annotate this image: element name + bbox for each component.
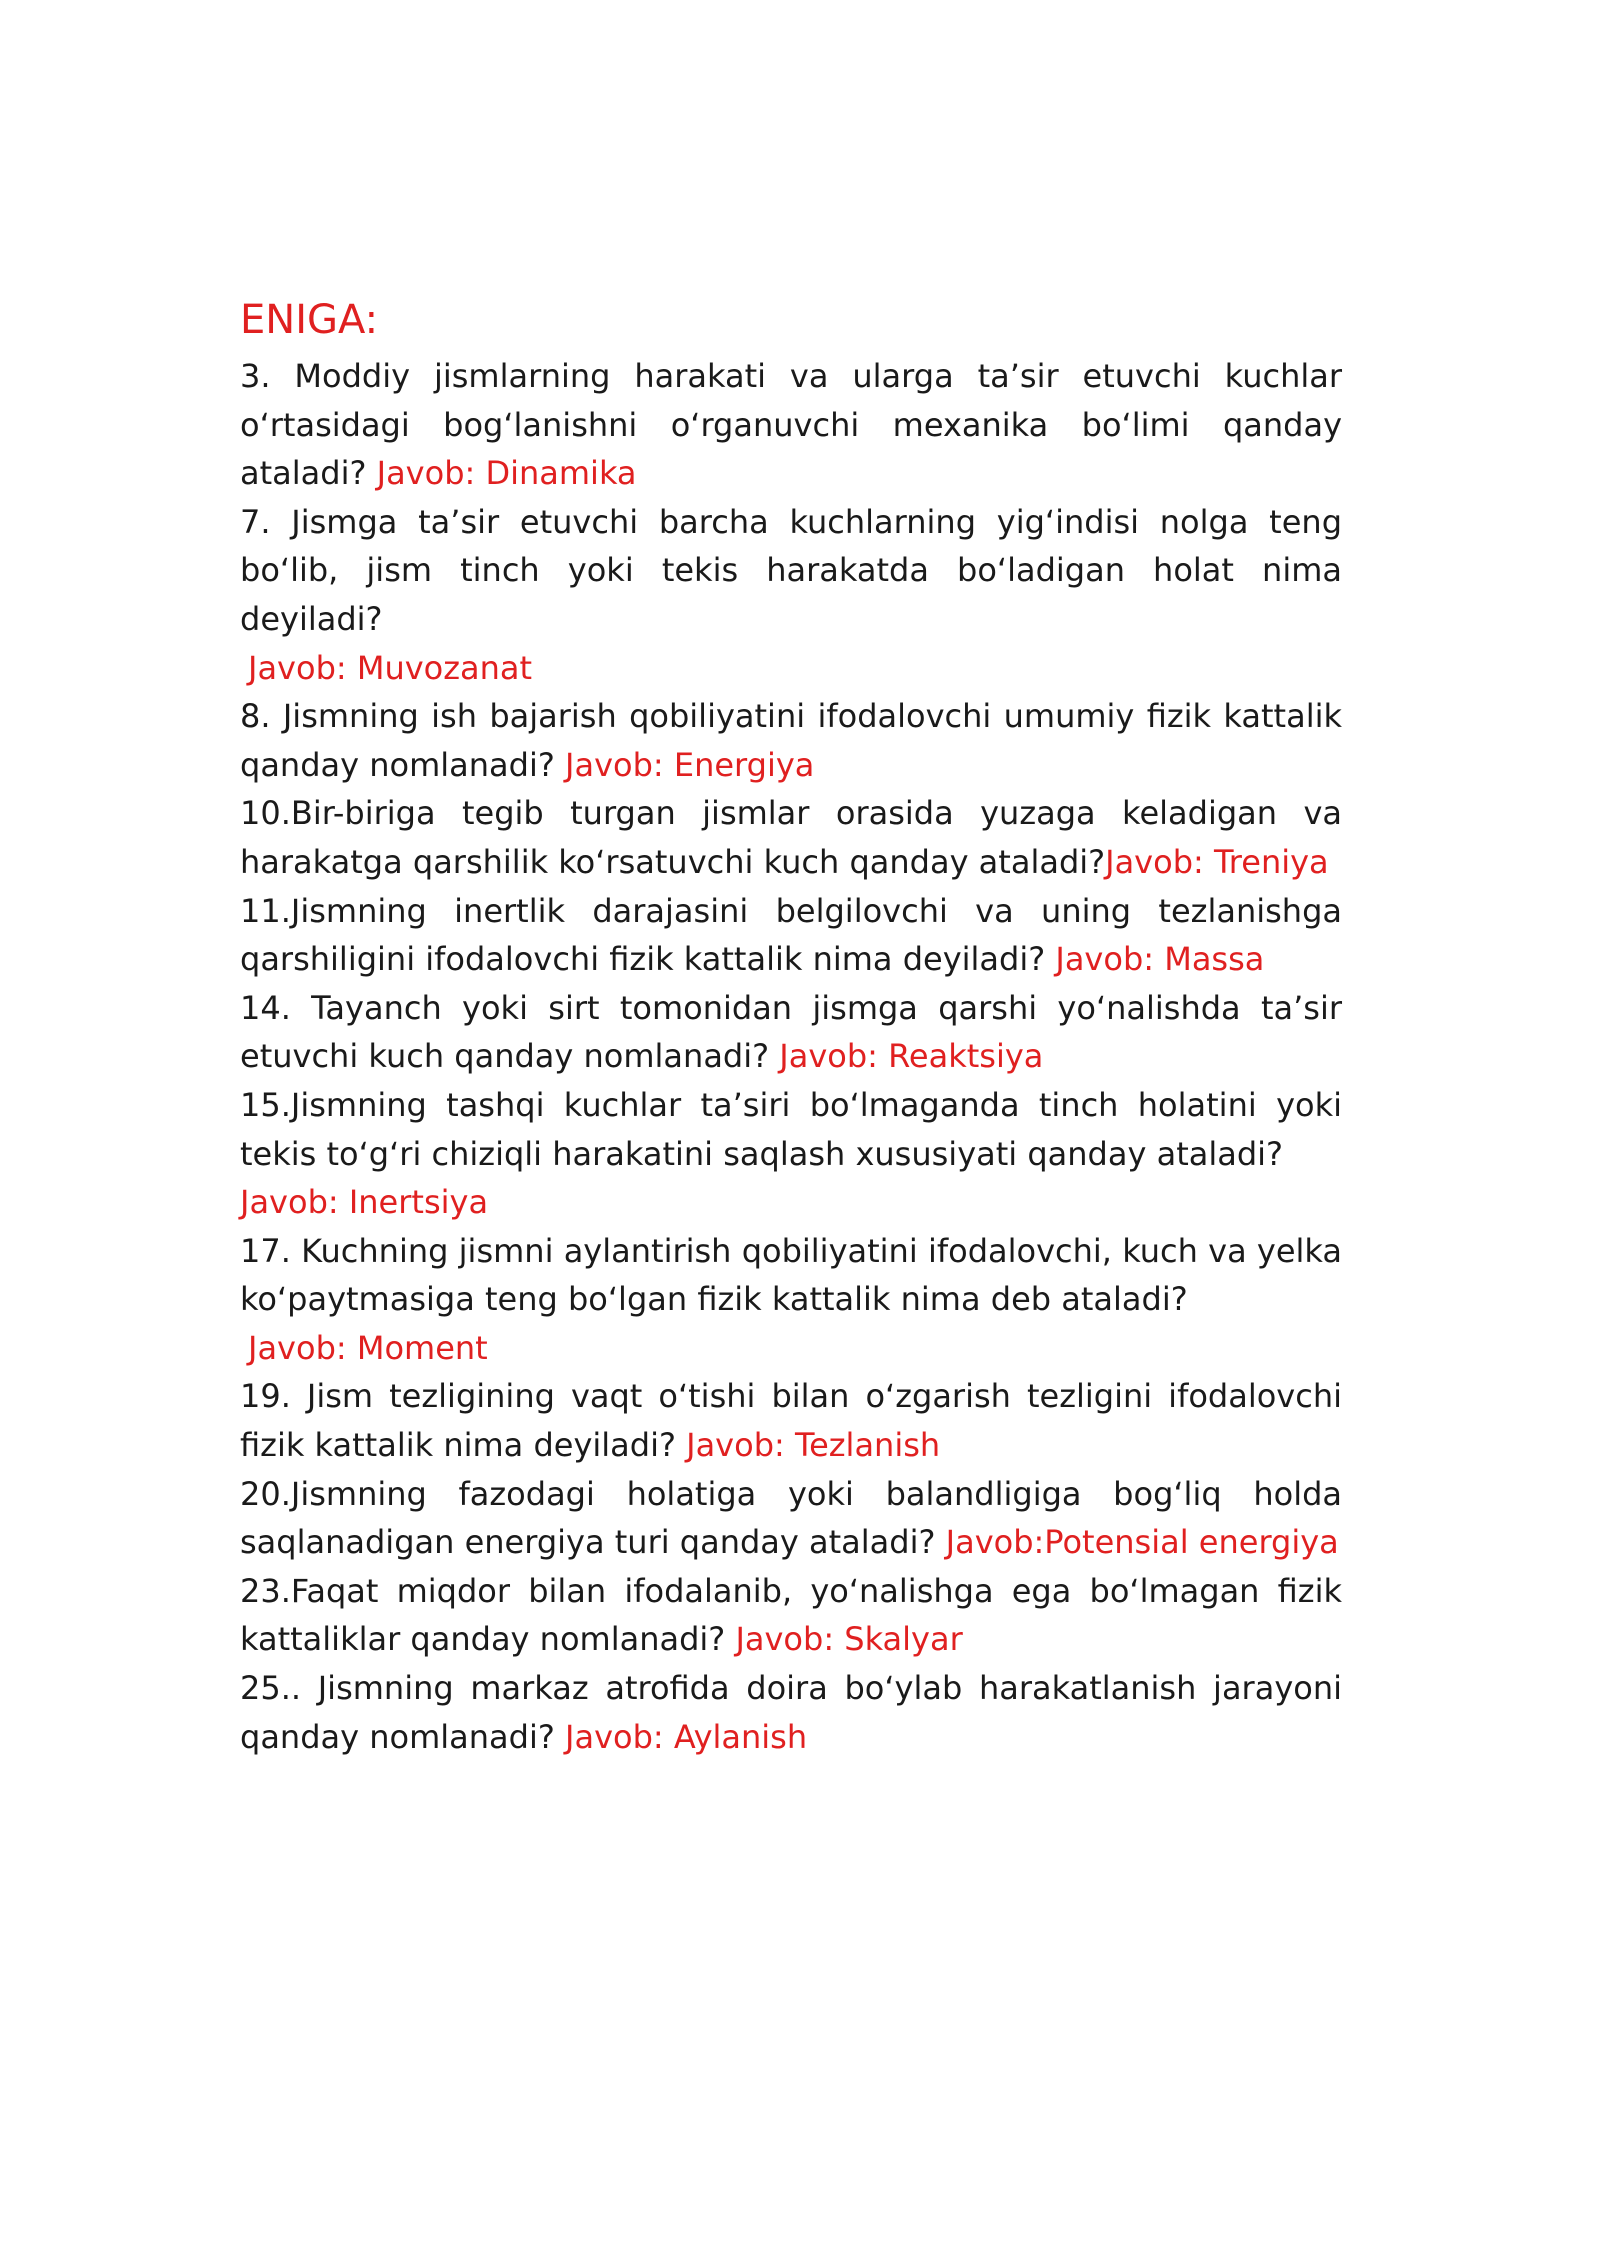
- answer-text: Javob: Muvozanat: [248, 648, 533, 687]
- answer-text: Javob: Reaktsiya: [779, 1037, 1044, 1076]
- answer-text: Javob: Massa: [1055, 940, 1265, 979]
- qa-item-10: [240, 789, 1342, 886]
- question-text: 11.Jismning inertlik darajasini belgilovchi va uning tezlanishga qarshiligini ifodalovchi fizik kattalik nima deyiladi?: [240, 891, 1342, 979]
- question-text: 23.Faqat miqdor bilan ifodalanib, yo‘nalishga ega bo‘lmagan fizik kattaliklar qanday nomlanadi?: [240, 1571, 1342, 1659]
- answer-text: Javob: Treniya: [1105, 842, 1329, 881]
- qa-item-15: [240, 1081, 1342, 1227]
- qa-list: [240, 352, 1342, 1761]
- question-text: 15.Jismning tashqi kuchlar ta’siri bo‘lmaganda tinch holatini yoki tekis to‘g‘ri chiziqli harakatini saqlash xususiyati qanday ataladi?: [240, 1085, 1342, 1173]
- question-text: 19. Jism tezligining vaqt o‘tishi bilan o‘zgarish tezligini ifodalovchi fizik kattalik nima deyiladi?: [240, 1377, 1342, 1465]
- qa-item-3: [240, 352, 1342, 498]
- question-text: 20.Jismning fazodagi holatiga yoki balandligiga bog‘liq holda saqlanadigan energiya turi qanday ataladi?: [240, 1474, 1342, 1562]
- question-text: 10.Bir-biriga tegib turgan jismlar orasida yuzaga keladigan va harakatga qarshilik ko‘rsatuvchi kuch qanday ataladi?: [240, 794, 1342, 881]
- qa-item-11: [240, 887, 1342, 984]
- qa-item-23: [240, 1567, 1342, 1664]
- answer-text: Javob: Tezlanish: [686, 1426, 941, 1465]
- question-text: 17. Kuchning jismni aylantirish qobiliyatini ifodalovchi, kuch va yelka ko‘paytmasiga teng bo‘lgan fizik kattalik nima deb ataladi?: [240, 1231, 1342, 1319]
- question-text: 14. Tayanch yoki sirt tomonidan jismga qarshi yo‘nalishda ta’sir etuvchi kuch qanday nomlanadi?: [240, 988, 1342, 1076]
- qa-item-19: [240, 1372, 1342, 1469]
- document-page: [240, 292, 1342, 1761]
- qa-item-17: [240, 1227, 1342, 1373]
- answer-text: Javob: Aylanish: [565, 1717, 808, 1756]
- answer-text: Javob: Dinamika: [376, 454, 637, 493]
- answer-text: Javob:Potensial energiya: [945, 1523, 1339, 1562]
- document-heading: ENIGA:: [240, 297, 379, 343]
- qa-item-14: [240, 984, 1342, 1081]
- question-text: 7. Jismga ta’sir etuvchi barcha kuchlarning yig‘indisi nolga teng bo‘lib, jism tinch yoki tekis harakatda bo‘ladigan holat nima deyiladi?: [240, 502, 1342, 638]
- answer-text: Javob: Inertsiya: [240, 1183, 489, 1222]
- question-text: 8. Jismning ish bajarish qobiliyatini ifodalovchi umumiy fizik kattalik qanday nomlanadi?: [240, 697, 1342, 784]
- question-text: 25.. Jismning markaz atrofida doira bo‘ylab harakatlanish jarayoni qanday nomlanadi?: [240, 1669, 1342, 1756]
- qa-item-7: [240, 498, 1342, 692]
- qa-item-20: [240, 1470, 1342, 1567]
- answer-text: Javob: Moment: [248, 1328, 488, 1367]
- question-text: 3. Moddiy jismlarning harakati va ularga ta’sir etuvchi kuchlar o‘rtasidagi bog‘lanishni o‘rganuvchi mexanika bo‘limi qanday ataladi?: [240, 357, 1342, 493]
- qa-item-25: [240, 1664, 1342, 1761]
- qa-item-8: [240, 692, 1342, 789]
- answer-text: Javob: Energiya: [565, 745, 815, 784]
- answer-text: Javob: Skalyar: [735, 1620, 963, 1659]
